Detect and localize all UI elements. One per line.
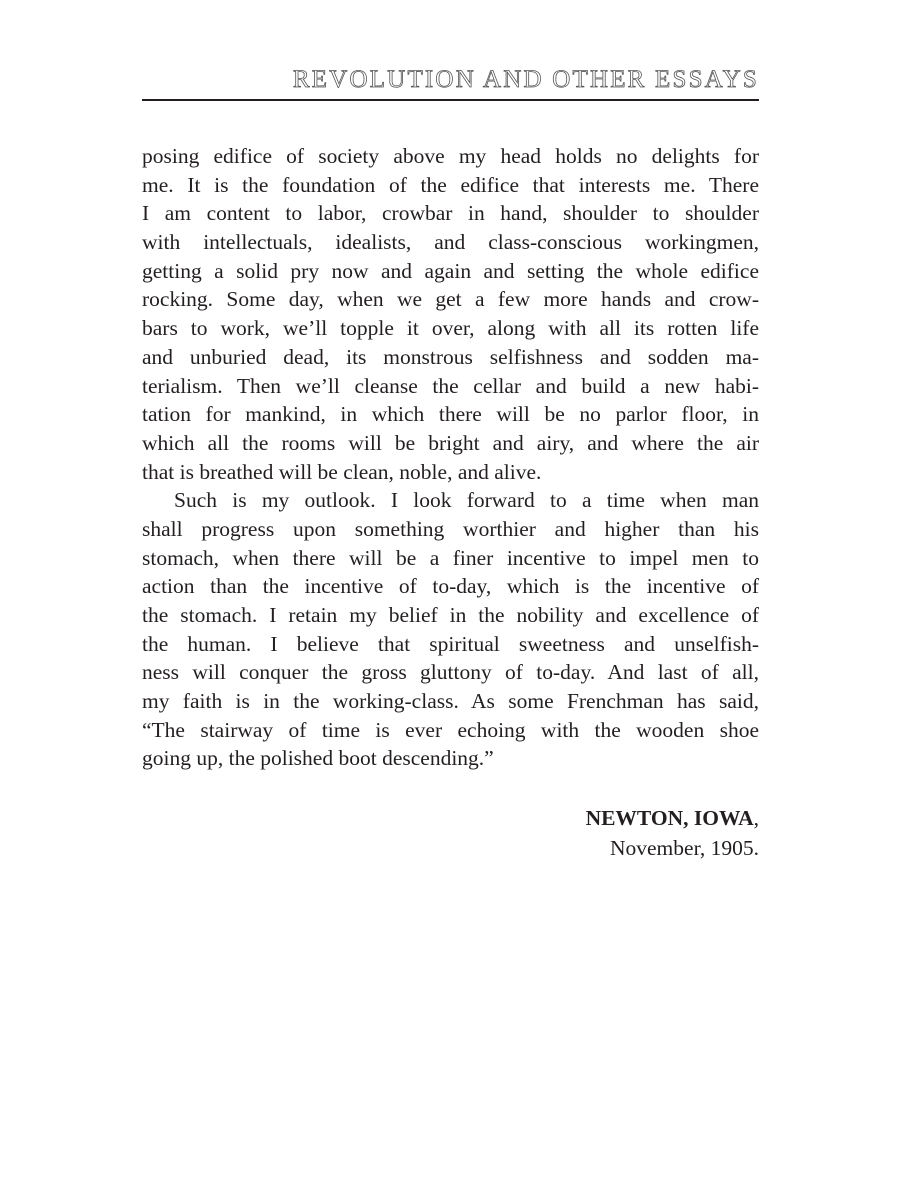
- text-line: I am content to labor, crowbar in hand, shoulder to shoulder: [142, 201, 759, 226]
- text-line: Such is my outlook. I look forward to a time when man: [174, 488, 759, 513]
- header-rule: [142, 99, 759, 101]
- text-line: that is breathed will be clean, noble, and alive.: [142, 459, 542, 484]
- text-line: terialism. Then we’ll cleanse the cellar and build a new habi-: [142, 373, 759, 398]
- text-line: bars to work, we’ll topple it over, along with all its rotten life: [142, 316, 759, 341]
- text-line: “The stairway of time is ever echoing with the wooden shoe: [142, 717, 759, 742]
- text-line: shall progress upon something worthier and higher than his: [142, 516, 759, 541]
- signature-place: NEWTON, IOWA: [585, 806, 754, 830]
- running-header: REVOLUTION AND OTHER ESSAYS: [292, 66, 759, 93]
- text-line: stomach, when there will be a finer incentive to impel men to: [142, 545, 759, 570]
- text-line: the stomach. I retain my belief in the nobility and excellence of: [142, 603, 759, 627]
- signature-place-punct: ,: [753, 806, 759, 830]
- text-line: with intellectuals, idealists, and class-conscious workingmen,: [142, 230, 759, 255]
- text-line: going up, the polished boot descending.”: [142, 746, 494, 771]
- text-line: which all the rooms will be bright and airy, and where the air: [142, 430, 759, 455]
- text-line: the human. I believe that spiritual sweetness and unselfish-: [142, 631, 759, 656]
- signature-block: [586, 803, 759, 863]
- body-text: [142, 142, 759, 773]
- text-line: getting a solid pry now and again and setting the whole edifice: [142, 258, 759, 283]
- text-line: action than the incentive of to-day, which is the incentive of: [142, 574, 759, 599]
- text-line: me. It is the foundation of the edifice that interests me. There: [142, 172, 759, 197]
- text-line: rocking. Some day, when we get a few more hands and crow-: [142, 287, 759, 312]
- paragraph: [142, 142, 759, 486]
- text-line: my faith is in the working-class. As some Frenchman has said,: [142, 689, 759, 714]
- text-line: ness will conquer the gross gluttony of to-day. And last of all,: [142, 660, 759, 685]
- text-line: and unburied dead, its monstrous selfishness and sodden ma-: [142, 344, 759, 369]
- text-line: posing edifice of society above my head holds no delights for: [142, 144, 759, 168]
- signature-date: November, 1905.: [609, 836, 759, 860]
- text-line: tation for mankind, in which there will be no parlor floor, in: [142, 402, 759, 427]
- paragraph: [142, 486, 759, 773]
